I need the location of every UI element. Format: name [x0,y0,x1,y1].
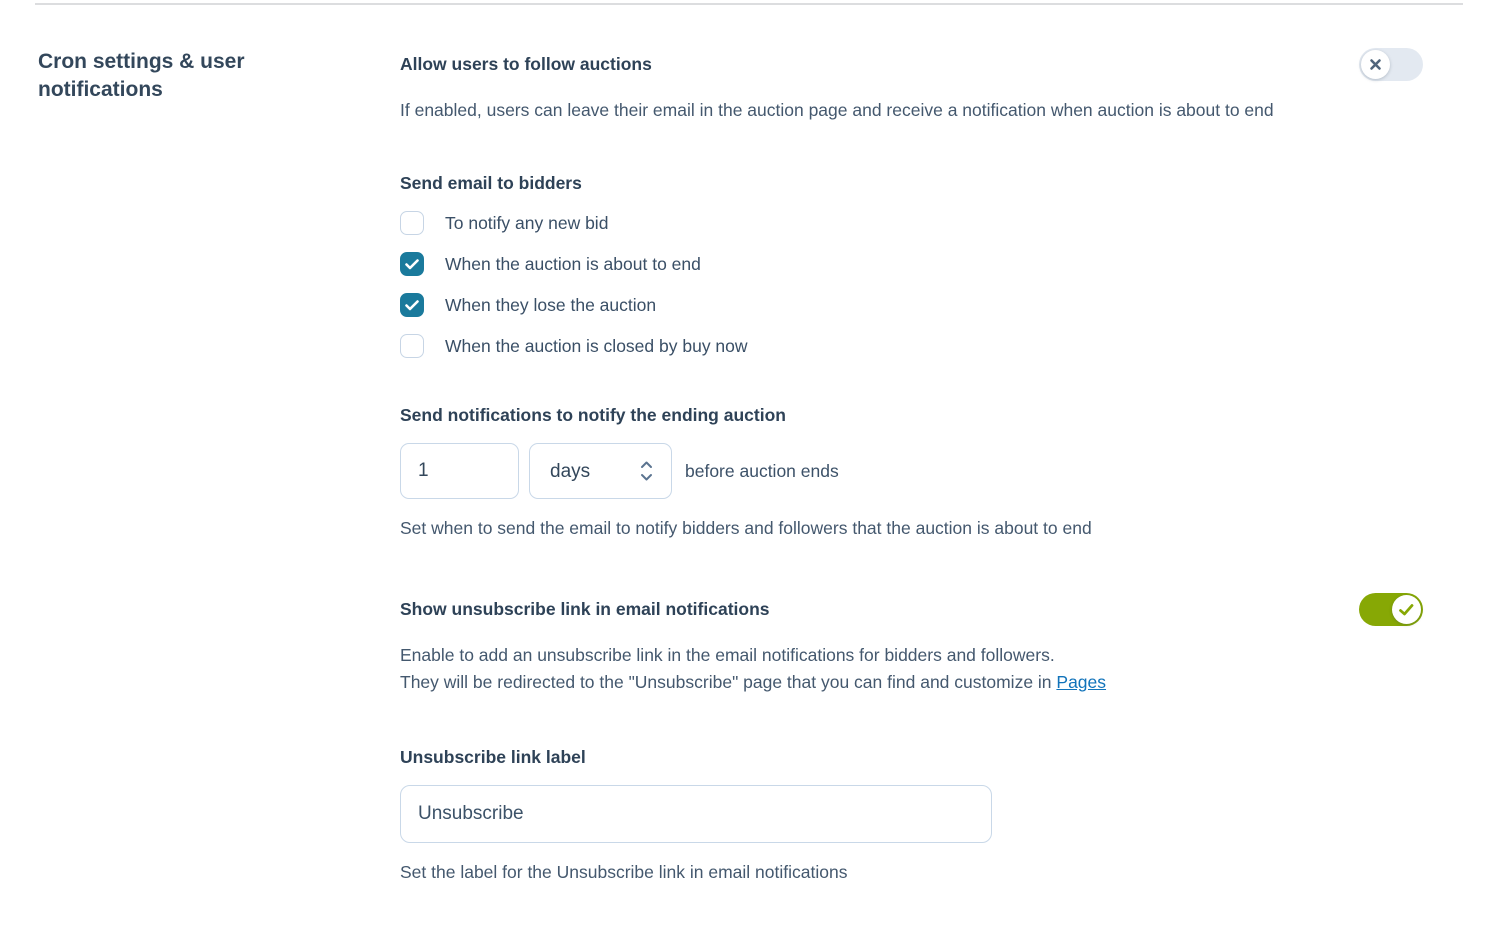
send-email-label: Send email to bidders [400,173,582,193]
section-divider [35,3,1463,5]
section-title-column [0,48,400,886]
setting-ending-notification [400,405,1423,542]
toggle-knob [1361,50,1390,79]
ending-unit-select[interactable] [529,443,672,499]
settings-fields-column [400,48,1500,886]
checkbox-label: When they lose the auction [445,294,657,315]
allow-follow-label: Allow users to follow auctions [400,54,652,74]
checkbox-about-to-end[interactable] [400,252,424,276]
unsubscribe-link-label: Show unsubscribe link in email notifications [400,599,770,619]
check-icon [405,300,419,311]
checkbox-lose-auction[interactable] [400,293,424,317]
toggle-knob [1392,595,1421,624]
pages-link[interactable]: Pages [1056,672,1107,692]
checkbox-label: To notify any new bid [445,212,609,233]
check-icon [1399,604,1414,616]
unsubscribe-label-input[interactable] [400,785,992,843]
section-title: Cron settings & user notifications [38,50,245,101]
setting-unsubscribe-label [400,747,1423,886]
allow-follow-toggle[interactable] [1359,48,1423,81]
ending-notification-description: Set when to send the email to notify bidders and followers that the auction is about to end [400,518,1092,538]
setting-unsubscribe-link [400,593,1423,696]
setting-allow-follow [400,48,1423,124]
setting-send-email-to-bidders [400,173,1423,358]
checkbox-row-new-bid [400,211,1423,235]
checkbox-new-bid[interactable] [400,211,424,235]
unsubscribe-label-title: Unsubscribe link label [400,747,586,767]
ending-amount-input[interactable] [400,443,519,499]
x-icon [1369,58,1382,71]
checkbox-row-closed-buy-now [400,334,1423,358]
unsubscribe-link-toggle[interactable] [1359,593,1423,626]
checkbox-label: When the auction is about to end [445,253,701,274]
ending-unit-select-wrap [529,443,672,499]
unsubscribe-label-description: Set the label for the Unsubscribe link in email notifications [400,862,848,882]
checkbox-label: When the auction is closed by buy now [445,335,748,356]
check-icon [405,259,419,270]
ending-suffix-text: before auction ends [685,460,839,481]
unsubscribe-desc-line2: They will be redirected to the "Unsubscribe" page that you can find and customize in [400,672,1057,692]
ending-notification-label: Send notifications to notify the ending auction [400,405,786,425]
checkbox-closed-buy-now[interactable] [400,334,424,358]
unsubscribe-desc-line1: Enable to add an unsubscribe link in the email notifications for bidders and followers. [400,645,1055,665]
unsubscribe-link-description [400,642,1372,696]
allow-follow-description: If enabled, users can leave their email in the auction page and receive a notification when auction is about to end [400,100,1274,120]
checkbox-row-lose-auction [400,293,1423,317]
checkbox-row-about-to-end [400,252,1423,276]
